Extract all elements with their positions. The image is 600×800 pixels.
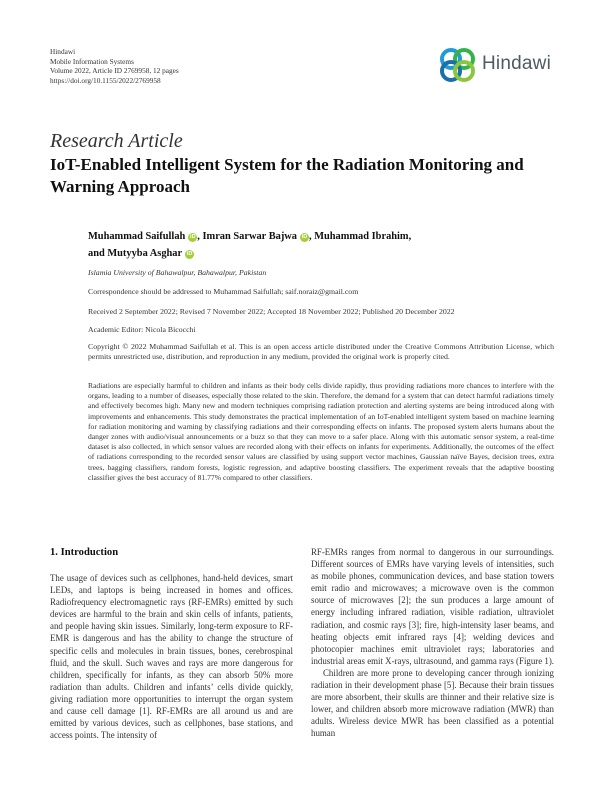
section-heading-introduction: 1. Introduction	[50, 547, 119, 558]
doi-link[interactable]: https://doi.org/10.1155/2022/2769958	[50, 75, 161, 85]
author-name[interactable]: Muhammad Ibrahim,	[314, 231, 412, 242]
journal-name: Mobile Information Systems	[50, 56, 134, 66]
hindawi-rings-icon	[436, 44, 480, 84]
paragraph: The usage of devices such as cellphones, hand-held devices, smart LEDs, and laptops is being increased in homes and offices. Radiofrequency electromagnetic rays (RF-EMRs) emitted by such devices are harmful to the brain and skin cells of infants, patients, and people having skin issues. Similarly, long-term exposure to RF-EMR is dangerous and has the ability to change the structure of specific cells and molecules in brain tissues, bones, cerebrospinal fluid, and the skull. Such waves and rays are more dangerous for children, specifically for infants, as they can absorb 50% more radiation than adults. Children and infants’ cells divide quickly, giving radiation more opportunities to interrupt the organ system and cause cell damage [1]. RF-EMRs are all around us and are emitted by various devices, such as cellphones, base stations, and access points. The intensity of	[50, 573, 293, 741]
article-dates: Received 2 September 2022; Revised 7 November 2022; Accepted 18 November 2022; Published 20 December 2022	[88, 307, 455, 316]
article-title: IoT-Enabled Intelligent System for the Radiation Monitoring and Warning Approach	[50, 155, 524, 196]
publisher-name: Hindawi	[50, 47, 76, 56]
author-separator: ,	[197, 231, 203, 242]
copyright-notice: Copyright © 2022 Muhammad Saifullah et al. This is an open access article distributed under the Creative Commons Attribution License, which permits unrestricted use, distribution, and reproduction in any medium, provided the original work is properly cited.	[88, 342, 554, 362]
paragraph: RF-EMRs ranges from normal to dangerous in our surroundings. Different sources of EMRs have varying levels of intensities, such as mobile phones, communication devices, and base station towers emit radio and microwaves; a microwave oven is the common source of microwaves [2]; the sun produces a large amount of energy including infrared radiation, visible radiation, ultraviolet radiation, and cosmic rays [3]; fire, high-intensity laser beams, and heating objects emit infrared rays [4]; welding devices and photocopier machines emit ultraviolet rays; laboratories and industrial areas emit X-rays, ultrasound, and gamma rays (Figure 1).	[311, 547, 555, 666]
article-type: Research Article	[50, 130, 183, 152]
hindawi-logo	[436, 44, 551, 84]
author-separator: ,	[308, 231, 315, 242]
body-column-right	[311, 546, 554, 740]
academic-editor: Academic Editor: Nicola Bicocchi	[88, 325, 196, 334]
orcid-icon[interactable]: iD	[186, 251, 193, 257]
paragraph: Children are more prone to developing cancer through ionizing radiation in their development phase [5]. Because their brain tissues are more absorbent, their skulls are thinner and their relative size is lower, and children absorb more microwave radiation (MWR) than adults. Wireless device MWR has been classified as a potential human	[311, 667, 554, 739]
logo-text: Hindawi	[482, 53, 551, 74]
abstract: Radiations are especially harmful to children and infants as their body cells divide rapidly, thus providing radiations more chances to interfere with the organs, leading to a number of diseases, especially those related to the skin. Therefore, the demand for a system that can detect harmful radiations timely and effectively becomes high. Many new and modern techniques comprising radiation protection and alerting systems are being introduced along with improvements and enhancements. This study demonstrates the practical implementation of an IoT-enabled intelligent system based on machine learning for radiation monitoring and warning by classifying radiations and their corresponding effects on infants. The proposed system alerts humans about the danger zones with audio/visual announcements or a buzz so that they can move to a safer place. Along with this automatic sensor system, a real-time dataset is also collected, in which sensor values are recorded along with their effects on infants for experiments. Additionally, the outcomes of the effect of radiations corresponding to the recorded sensor values are classified by using support vector machines, Gaussian naïve Bayes, decision trees, extra trees, bagging classifiers, random forests, logistic regression, and adaptive boosting classifiers. The experiment reveals that the adaptive boosting classifier gives the best accuracy of 81.77% compared to other classifiers.	[88, 381, 554, 482]
author-name[interactable]: Imran Sarwar Bajwa	[202, 231, 297, 242]
body-column-left	[50, 572, 293, 741]
orcid-icon[interactable]: iD	[190, 234, 196, 240]
orcid-icon[interactable]: iD	[301, 234, 308, 240]
author-list	[88, 228, 558, 262]
author-name[interactable]: and Mutyyba Asghar	[88, 248, 183, 259]
affiliation: Islamia University of Bahawalpur, Bahawalpur, Pakistan	[88, 268, 267, 277]
author-name[interactable]: Muhammad Saifullah	[88, 231, 186, 242]
correspondence: Correspondence should be addressed to Muhammad Saifullah; saif.noraiz@gmail.com	[88, 287, 359, 296]
volume-line: Volume 2022, Article ID 2769958, 12 pages	[50, 66, 179, 76]
journal-meta	[50, 47, 179, 85]
